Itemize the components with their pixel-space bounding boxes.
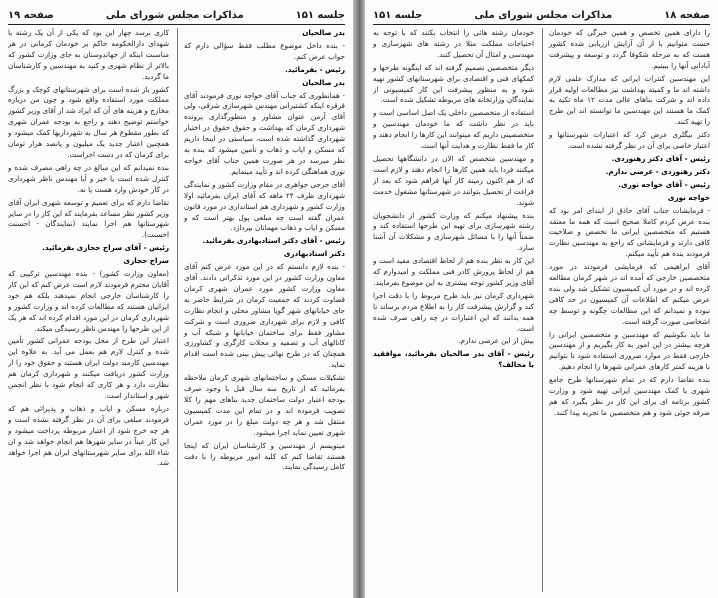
speaker-label: رئیس - آقای بدر صالحیان بفرمائید، موافقید یا مخالف؟ — [373, 349, 534, 370]
text-paragraph: خودمان رشته هائی را انتخاب بکنند که با توجه به احتیاجات مملکت مثلا در رشته های شهرسازی و مهندسی و امثال آن تحصیل کنند. — [373, 28, 534, 59]
speaker-label: خواجه نوری — [667, 192, 710, 202]
right-page-right-column — [542, 28, 710, 592]
text-paragraph: - بنده لازم دانستم که در این مورد عرض کنم آقای معاون وزارت کشور در این مورد تذکراتی دادند. آقای معاون وزارت کشور مورد عمران شهری کرمان قضاوت کردند که جمعیت کرمان در شرایط حاضر به جای خیابانهای شهر گویا مشاور محلی و انجام نظارت کافی و لازم برای شهرداری ضروری است و شرکت مشاور فقط برای ساختمان خیابانها و شبکه آب و کانالهای آب و تصفیه و محلات کارگری و کشاورزی همچنان که در طرح نهائی پیش بینی شده است اقدام نماید. — [184, 262, 345, 370]
text-paragraph: کاری نرسد چهار این بود که یکی از آن یک رشته با شهدای دارالحکومه حاکم بر خودمان کرمانی در هر مناسبت اینکه از جهاندوستان به جای وزارت کشور که بالاتر از نظام شهری و کنید به مهندسین و کارشناسان ما گردید. — [8, 28, 169, 81]
speaker-label: بدر صالحیان — [302, 28, 345, 37]
right-page-header — [373, 6, 710, 25]
right-page-columns — [373, 28, 710, 592]
text-paragraph: کشور باز شده است برای شهرستانهای کوچک و بزرگ مملکت مورد استفاده واقع شود و چون من درباره مخارج و هزینه های آن که ایراد شد از آقای وزیر کشور خواستم توضیح دهند و راجع به بودجه عمران شهری که بطور مقطوع هر سال به شهرداریها کمک میشود و همچنین اعتبار جدید یک میلیون و پانصد هزار تومان برای کرمان که در دست اجراست. — [8, 84, 169, 159]
right-page-left-column — [373, 28, 534, 592]
right-page-session: جلسه ۱۵۱ — [373, 9, 423, 21]
text-paragraph: (معاون وزارت کشور) - بنده مهندسین ترکیبی که آقایان محترم فرمودند لازم است عرض کنم که این کار را کارشناسان خارجی انجام نمیدهند بلکه هم خود ایرانیان هستند که مطالعات کرده اند و وزارت کشور و شهرداری کرمان در این مورد اقدام کرده اند که هر یک از این طرحها را مهندس ناظر رسیدگی میکند. — [8, 269, 169, 333]
left-page-session: جلسه ۱۵۱ — [295, 9, 345, 21]
left-page — [0, 0, 353, 598]
text-paragraph: مینویسم از مهندسین و کارشناسان ایران که اینجا هستند تقاضا کنم که کلیه امور مربوطه را با دقت کامل رسیدگی نمایند. — [184, 440, 345, 472]
speaker-label: دکتر رهنوردی - عرضی ندارم. — [605, 166, 710, 176]
speaker-label: سراج حجازی — [123, 256, 169, 266]
text-paragraph: ما باید بکوشیم که مهندسین و متخصصین ایرانی را هرچه بیشتر در این امور به کار بگیریم و از مهندسین خارجی فقط در موارد ضروری استفاده شود تا بتوانیم با هزینه کمتر کارهای عمرانی شهرها را انجام دهیم. — [549, 329, 710, 372]
text-paragraph: - همانطوری که جناب آقای خواجه نوری فرمودند آقای قرقره اینکه کشتیرانی مهندس شهرسازی شرقی، ولی آقای آرمن عنوان مشاور و منظورگذاری پرونده شهرداری کرمان که بهداشت و حقوق حقوق در اختیار شهرداری گذاشته شده است، سیاستی در اینجا داریم که مسکن و ایاب و ذهاب و تأمین میشود که بنده به نظر میرسد در هر صورت همین جناب آقای خواجه نوری هماهنگی کرده اند و تأیید مینمایم. — [184, 90, 345, 176]
speaker-label: رئیس - آقای دکتر استادبهادری بفرمائید. — [202, 236, 345, 246]
text-paragraph: درباره مسکن و ایاب و ذهاب و پذیرائی هم که فرمودند مبلغی برای آن در نظر گرفته نشده است و هر چه خرج شود از اعتبار مربوطه پرداخت میشود و این کار عیناً در سایر شهرها هم انجام خواهد شد و ان شاء الله برای سایر شهرستانهای ایران هم اجرا خواهد شد. — [8, 403, 169, 468]
text-paragraph: بنده نمیدانم که این مبالغ در چه راهی مصرف شده و کنترل شده است یا خیر و آیا مهندس ناظر شهرداری در کار خودش وارد هست یا نه. — [8, 162, 169, 194]
text-paragraph: آقای جرجی جواهری در مقام وزارت کشور و نمایندگی شهرداری ظرف ۲۴ ماهه که آقای ایران بفرمائید اولا وزارت کشور و شهرداری هم استانداری در مورد قانون عمران گفته است چه مبلغی پول بهتر است که و مسکن و ایاب و ذهاب مهمانان بپردازد. — [184, 179, 345, 233]
speaker-label: دکتر استادبهادری — [283, 249, 345, 259]
text-paragraph: و مهندسین متخصص که الان در دانشگاهها تحصیل میکنند فردا باید همین کارها را انجام دهند و لازم است که از هم اکنون زمینه کار آنها فراهم شود که بعد از فراغت از تحصیل بتوانند در شهرستانها مشغول خدمت شوند. — [373, 153, 534, 207]
book-gutter — [353, 0, 365, 598]
text-paragraph: اعتبار این طرح از محل بودجه عمرانی کشور تأمین شده و کنترل لازم هم بعمل می آید. به علاوه این مهندسین کارمند دولت ایران هستند و حقوق خود را از وزارت کشور دریافت میکنند و شهرداری کرمان هم نظارت دارد و هر کاری که انجام شود با نظر انجمن شهر و استاندار است. — [8, 336, 169, 400]
text-paragraph: را دارای همین تخصص و همین خبرگی که خودمان حست متوانیم با از آن آرایش ارزیابی شده کشور هست که به مرحله شکوفا گردد و توسعه و پیشرفت آبادانی آنها را ببینیم. — [549, 28, 710, 70]
left-page-header — [8, 6, 345, 25]
text-paragraph: شهرداری کرمان نیز باید طرح مربوط را با دقت اجرا کند و گزارش پیشرفت کار را به اطلاع مردم برساند تا همه بدانند که این اعتبارات در چه راهی صرف شده است. — [373, 290, 534, 333]
text-paragraph: تشکیلات مسکن و ساختمانهای شهری کرمان ملاحظه بفرمائید که از تاریخ سه سال قبل با وجود صرف بودجه اعتبار دولت ساختمان جدید بناهای مهم را کلا تصویب فرموده اند و در تمام این مدت کمیسیون منتقل شد و هر چه دولت مبلغ را در مورد عمران شهری تعیین نماید اجرا میشود. — [184, 373, 345, 437]
speaker-label: رئیس - آقای دکتر رهنوردی. — [611, 153, 710, 163]
text-paragraph: آقای ابراهیمی که فرمایشی فرمودند در مورد متخصصین خارجی که آمده اند در شهر کرمان مطالعه کرده اند و در مورد آن کمیسیون تشکیل شد ولی بنده عرض میکنم که اطلاعات آن کمیسیون در حد کافی نبوده و نمیدانم که این مطالعات چگونه و توسط چه اشخاصی صورت گرفته است. — [549, 262, 710, 326]
speaker-label: رئیس - آقای سراج حجازی بفرمائید. — [42, 243, 169, 253]
left-page-right-column — [177, 28, 345, 592]
right-page — [365, 0, 718, 598]
speaker-label: رئیس - بفرمائید. — [285, 64, 345, 74]
right-page-title: مذاکرات مجلس شورای ملی — [474, 9, 613, 21]
text-paragraph: دیگر متخصصین تصمیم گرفته اند که اینگونه طرحها و کمکهای فنی و اقتصادی برای شهرستانهای کشور تهیه شود و به منظور پیشرفت این کار کمیسیونی از نمایندگان وزارتخانه های مربوطه تشکیل شده است. — [373, 62, 534, 105]
left-page-title: مذاکرات مجلس شورای ملی — [105, 9, 244, 21]
text-paragraph: بنده پیشنهاد میکنم که وزارت کشور از دانشجویان رشته شهرسازی برای تهیه این طرحها استفاده کند و ضمناً آنها را با مسائل شهرسازی و مشکلات آن آشنا سازد. — [373, 210, 534, 253]
left-page-number: صفحه ۱۹ — [8, 9, 54, 21]
left-page-columns — [8, 28, 345, 592]
right-page-number: صفحه ۱۸ — [664, 9, 710, 21]
text-paragraph: تقاضا دارم که برای تعمیم و توسعه شهری ایران آقای وزیر کشور نظر مساعد بفرمایند که این کار را در سایر شهرستانها هم اجرا نمایند (نمایندگان - احسنت احسنت). — [8, 197, 169, 240]
left-page-left-column — [8, 28, 169, 592]
speaker-label: بدر صالحیان — [302, 77, 345, 87]
speaker-label: رئیس - آقای خواجه نوری. — [618, 179, 710, 189]
text-paragraph: بیش از این عرضی ندارم. — [458, 336, 534, 346]
text-paragraph: - فرمایشات جناب آقای حاذق از ابتدای امر بود که بنده عرض کردم کاملا صحیح است که همه ما معتقد هستیم که متخصصین ایرانی ما تخصص و صلاحیت کافی دارند و فرمایشاتی که راجع به مهندسین نظارت فرمودند بنده هم تأیید میکنم. — [549, 205, 710, 259]
text-paragraph: - بنده داخل موضوع مطلب فقط سؤالی دارم که جواب عرض کنم. — [184, 40, 345, 61]
text-paragraph: دکتر بیگلری عرض کرد که اعتبارات شهرستانها و اعتبار خاصی برای آن در نظر گرفته نشده است. — [549, 130, 710, 151]
text-paragraph: این کار به نظر بنده هم از لحاظ اقتصادی مفید است و هم از لحاظ پرورش کادر فنی مملکت و امیدوارم که آقای وزیر کشور توجه بیشتری به این موضوع بفرمایند. — [373, 256, 534, 287]
text-paragraph: بنده تقاضا دارم که در تمام شهرستانها طرح جامع شهری با کمک مهندسین ایرانی تهیه شود و وزارت کشور برنامه ای برای این کار در نظر بگیرد که هم صرفه جوئی شود و هم متخصصین ما تجربه پیدا کنند. — [549, 375, 710, 417]
text-paragraph: این مهندسین کنترات ایرانی که مدارک علمی لازم داشته اند ما و کمیته بهداشت نیز مطالعات اولیه قرار داده اند و شرکت بناهای عالی مدت ۱۲ ماه تکیه به کمک ما هستند این مهندسین ما توانسته اند این طرح را تهیه کنند. — [549, 73, 710, 127]
text-paragraph: استفاده از متخصصین داخلی یک اصل اساسی است و باید در نظر داشت که ما خودمان مهندسین و متخصصینی داریم که میتوانند این کارها را انجام دهند و کار ما فقط نظارت و هدایت آنها است. — [373, 108, 534, 151]
